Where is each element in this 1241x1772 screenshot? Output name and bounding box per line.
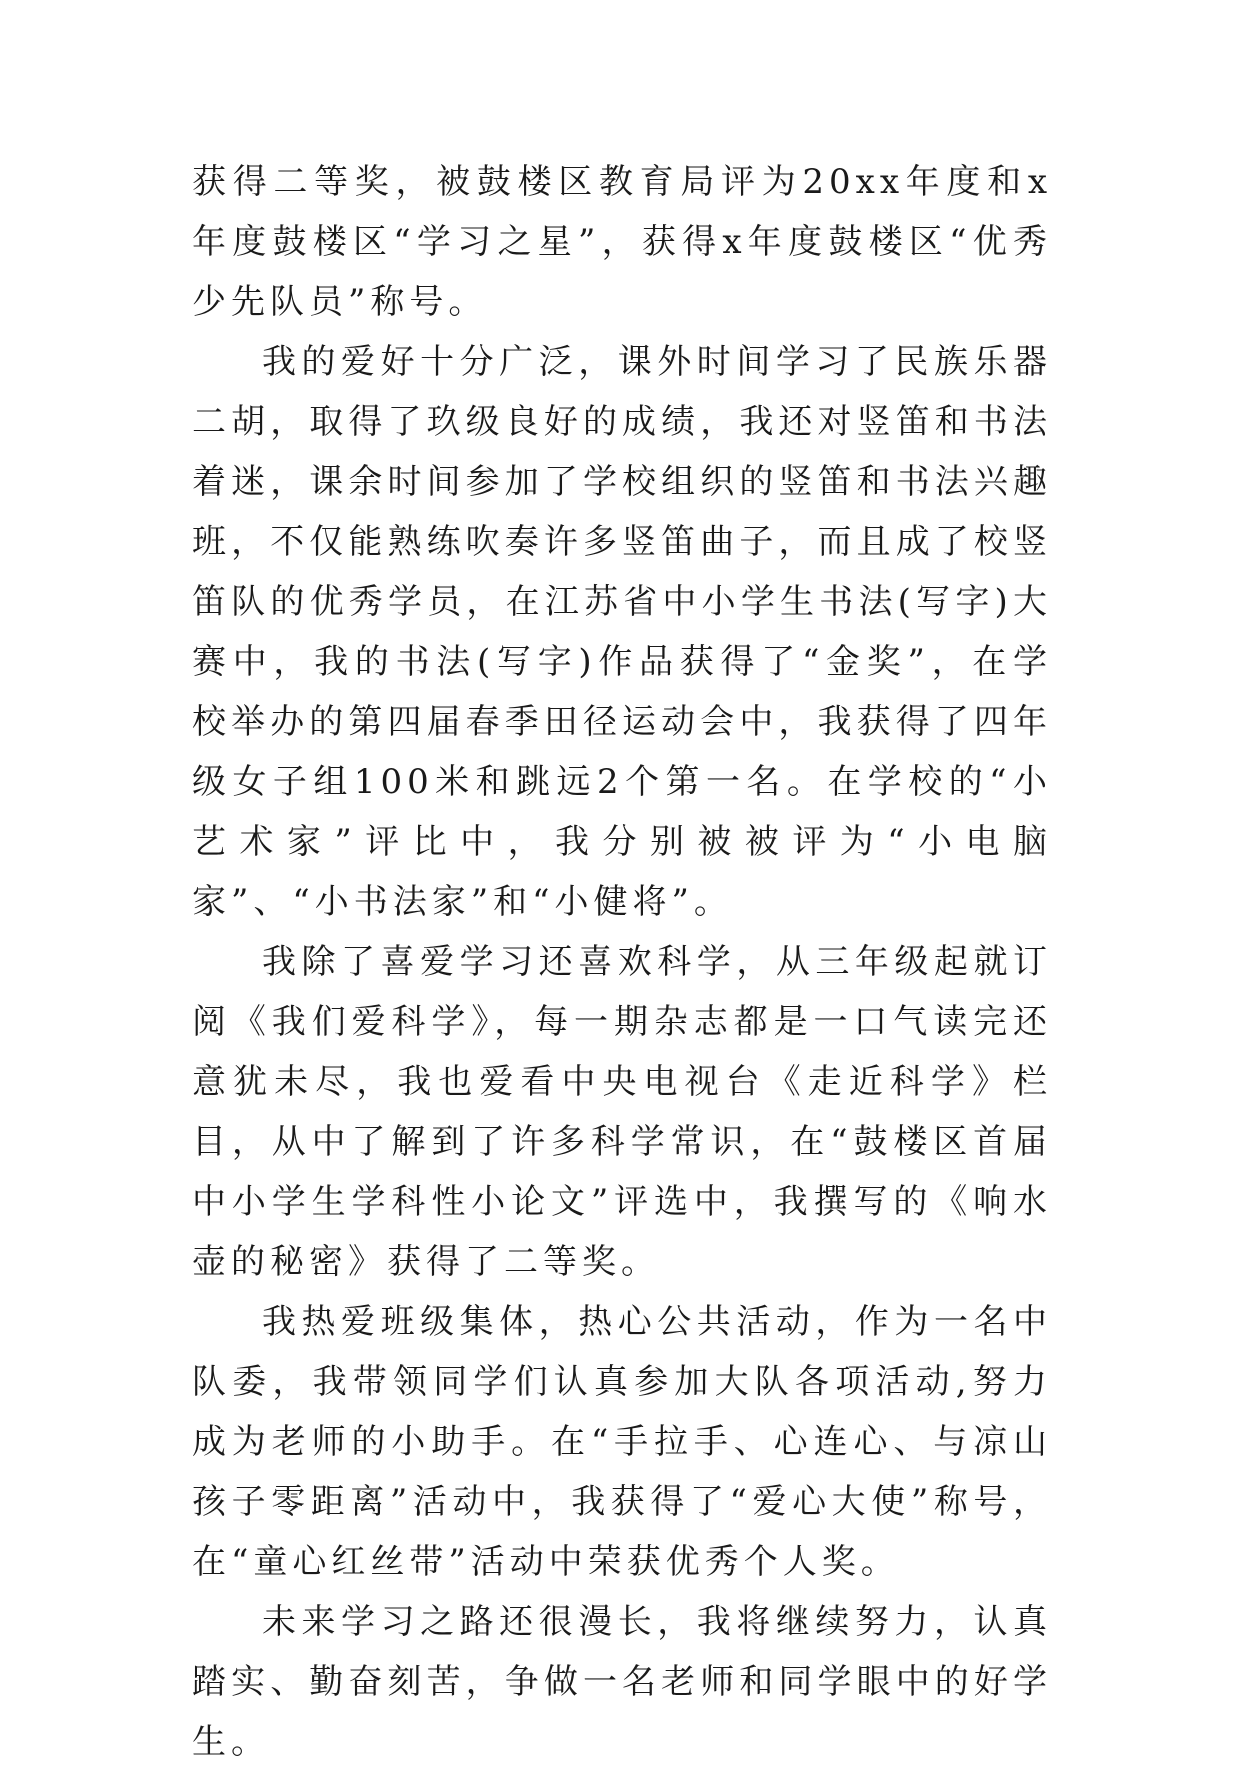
paragraph-science: 我除了喜爱学习还喜欢科学，从三年级起就订阅《我们爱科学》，每一期杂志都是一口气读完还意犹未尽，我也爱看中央电视台《走近科学》栏目，从中了解到了许多科学常识，在“鼓楼区首届中小学生学科性小论文”评选中，我撰写的《响水壶的秘密》获得了二等奖。 [192, 942, 1052, 1282]
paragraph-continued: 获得二等奖，被鼓楼区教育局评为20xx年度和x年度鼓楼区“学习之星”，获得x年度鼓楼区“优秀少先队员”称号。 [192, 162, 1052, 322]
paragraph-future: 未来学习之路还很漫长，我将继续努力，认真踏实、勤奋刻苦，争做一名老师和同学眼中的好学生。 [192, 1602, 1052, 1762]
paragraph-class-activities: 我热爱班级集体，热心公共活动，作为一名中队委，我带领同学们认真参加大队各项活动,努力成为老师的小助手。在“手拉手、心连心、与凉山孩子零距离”活动中，我获得了“爱心大使”称号，在“童心红丝带”活动中荣获优秀个人奖。 [192, 1302, 1052, 1582]
paragraph-hobbies: 我的爱好十分广泛，课外时间学习了民族乐器二胡，取得了玖级良好的成绩，我还对竖笛和书法着迷，课余时间参加了学校组织的竖笛和书法兴趣班，不仅能熟练吹奏许多竖笛曲子，而且成了校竖笛队的优秀学员，在江苏省中小学生书法(写字)大赛中，我的书法(写字)作品获得了“金奖”，在学校举办的第四届春季田径运动会中，我获得了四年级女子组100米和跳远2个第一名。在学校的“小艺术家”评比中，我分别被被评为“小电脑家”、“小书法家”和“小健将”。 [192, 342, 1052, 922]
document-body [192, 152, 1052, 1772]
